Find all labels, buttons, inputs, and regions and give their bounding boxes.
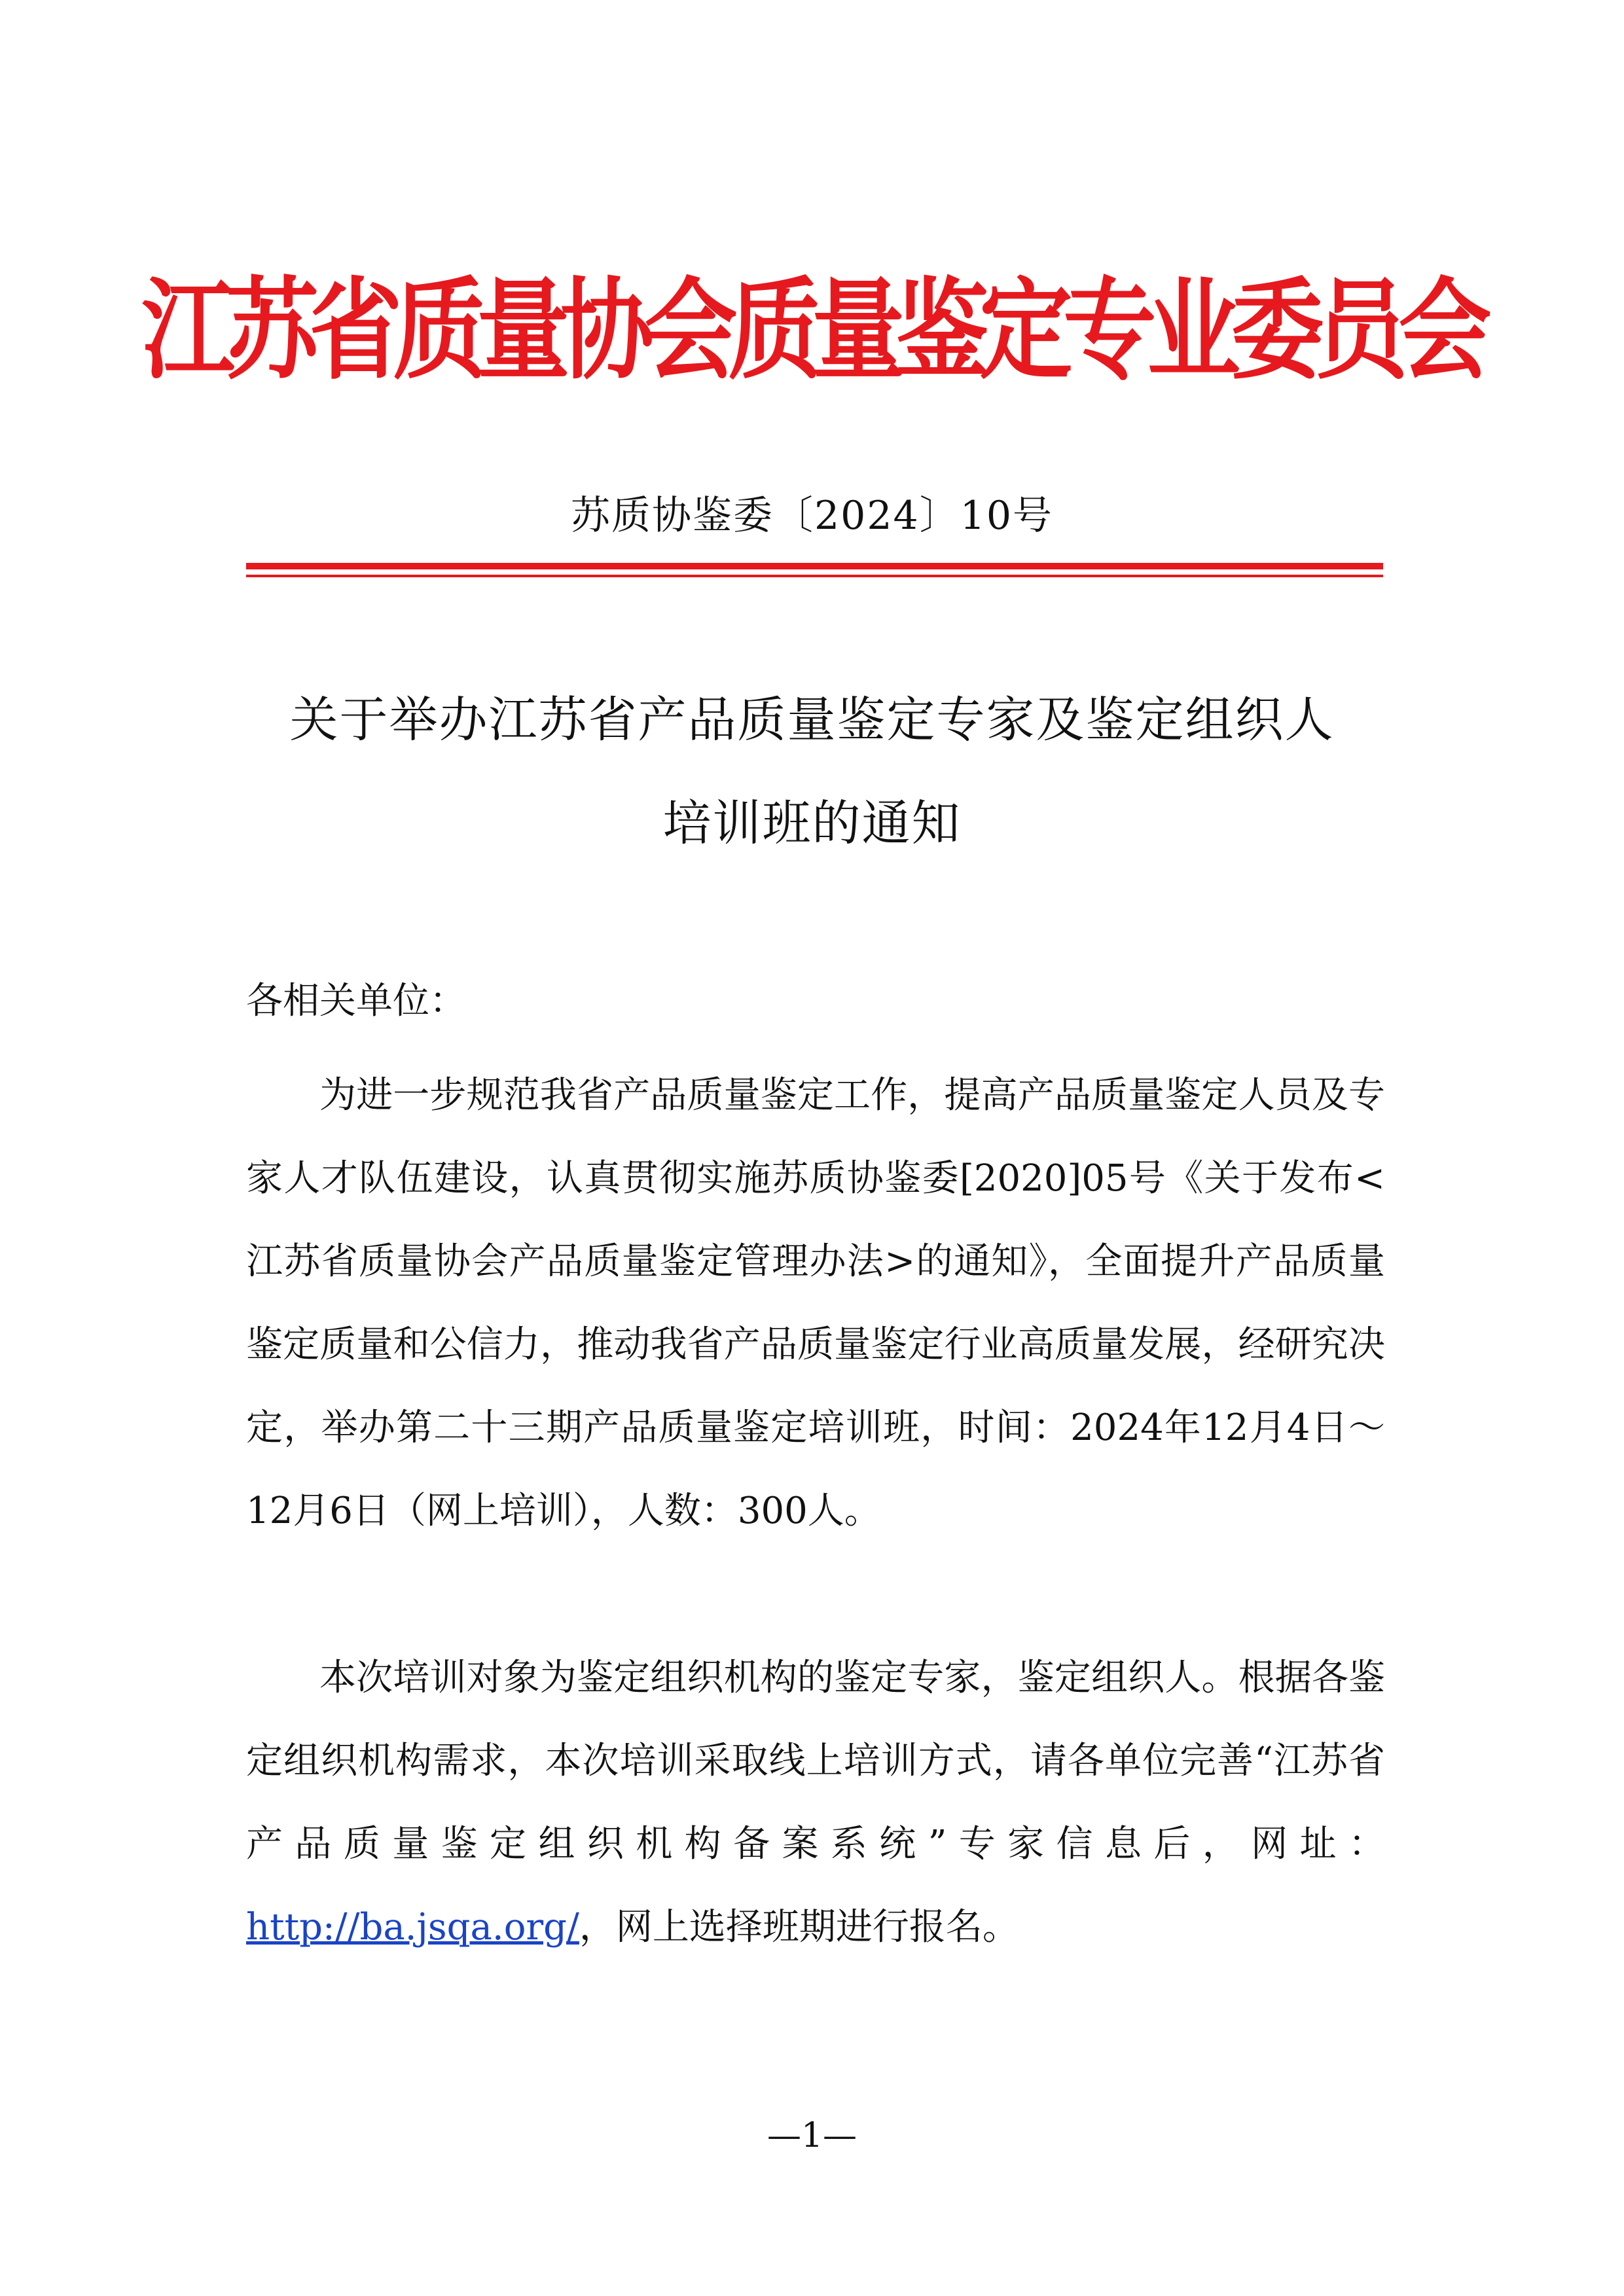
salutation: 各相关单位： <box>246 980 466 1022</box>
paragraph-2-text <box>246 1636 1385 1969</box>
body-paragraph-1 <box>246 1054 1385 1552</box>
registration-link[interactable]: http://ba.jsqa.org/ <box>246 1906 579 1948</box>
paragraph-2-after-link: ，网上选择班期进行报名。 <box>579 1906 1019 1948</box>
body-paragraph-2 <box>246 1636 1385 1969</box>
notice-title-line-1: 关于举办江苏省产品质量鉴定专家及鉴定组织人 <box>289 692 1335 748</box>
red-divider-thin <box>246 575 1383 577</box>
document-number: 苏质协鉴委〔2024〕10号 <box>570 493 1054 539</box>
page-number: —1— <box>767 2116 857 2155</box>
notice-title-line-2: 培训班的通知 <box>662 795 962 852</box>
red-divider-thick <box>246 563 1383 569</box>
paragraph-2-before-link: 本次培训对象为鉴定组织机构的鉴定专家，鉴定组织人。根据各鉴定组织机构需求，本次培训采取线上培训方式，请各单位完善“江苏省产品质量鉴定组织机构备案系统”专家信息后，网址： <box>246 1657 1385 1865</box>
paragraph-1-text: 为进一步规范我省产品质量鉴定工作，提高产品质量鉴定人员及专家人才队伍建设，认真贯彻实施苏质协鉴委[2020]05号《关于发布<江苏省质量协会产品质量鉴定管理办法>的通知》，全面提升产品质量鉴定质量和公信力，推动我省产品质量鉴定行业高质量发展，经研究决定，举办第二十三期产品质量鉴定培训班，时间：2024年12月4日～12月6日（网上培训），人数：300人。 <box>246 1074 1385 1532</box>
masthead-title: 江苏省质量协会质量鉴定专业委员会 <box>141 267 1483 395</box>
